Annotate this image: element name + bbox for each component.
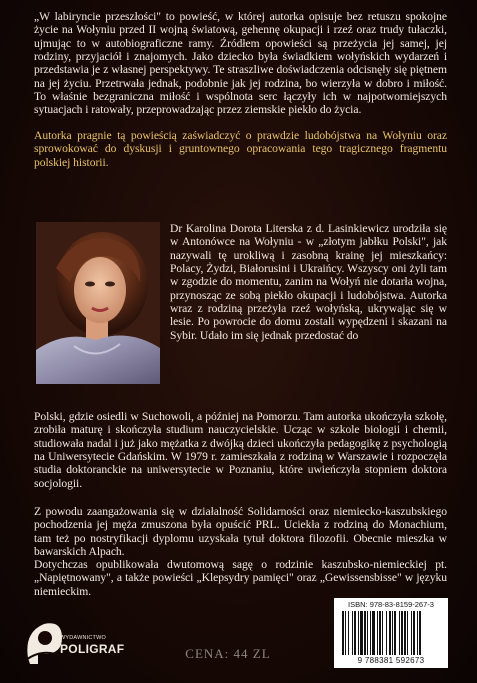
barcode-icon [342, 611, 440, 655]
author-portrait-drawing [36, 222, 160, 384]
isbn-text: ISBN: 978-83-8159-267-3 [348, 600, 434, 609]
intro-highlight-paragraph [34, 129, 447, 169]
publications-paragraph: Dotychczas opublikowała dwutomową sagę o rodzinie kaszubsko-niemieckiej pt. „Napiętnowany", a także powieści „Klepsydry pamięci" oraz „Gewissensbisse" w języku niemieckim. [34, 558, 447, 598]
author-bio-paragraph: Dr Karolina Dorota Literska z d. Lasinkiewicz urodziła się w Antonówce na Wołyniu - w „złotym jabłku Polski", jak nazywali tę urokliwą i zasobną krainę jej mieszkańcy: Polacy, Żydzi, Białorusini i Ukraińcy. Wszyscy oni żyli tam w zgodzie do momentu, zanim na Wołyń nie dotarła wojna, przynosząc ze sobą piekło okupacji i ludobójstwa. Autorka wraz z rodziną przeżyła rzeź wołyńską, ukrywając się w lesie. Po powrocie do domu zostali wypędzeni i skazani na Sybir. Udało im się jednak przedostać do [170, 222, 447, 342]
emigration-paragraph: Z powodu zaangażowania się w działalność Solidarności oraz niemiecko-kaszubskiego pochodzenia jej męża zmuszona była opuścić PRL. Uciekła z rodziną do Monachium, tam też po nostryfikacji dyplomu uzyskała tytuł doktora filozofii. Obecnie mieszka w bawarskich Alpach. [34, 505, 447, 559]
barcode-block [334, 598, 448, 668]
publisher-name: POLIGRAF [60, 642, 125, 656]
author-bio-continued: Polski, gdzie osiedli w Suchowoli, a później na Pomorzu. Tam autorka ukończyła szkołę, zrobiła maturę i skończyła studium nauczycielskie. Ucząc w szkole biologii i chemii, studiowała nadal i już jako mężatka z dwójką dzieci ukończyła pedagogikę z psychologią na Uniwersytecie Gdańskim. W 1979 r. zamieszkała z rodziną w Warszawie i rozpoczęła studia doktoranckie na uniwersytecie w Poznaniu, które uwieńczyła stopniem doktora socjologii. [34, 410, 447, 490]
author-portrait [36, 222, 160, 384]
barcode-digits: 9 788381 592673 [357, 656, 425, 665]
intro-highlight-text: Autorka pragnie tą powieścią zaświadczyć o prawdzie ludobójstwa na Wołyniu oraz sprowokować do dyskusji i gruntownego opracowania tego tragicznego fragmentu polskiej historii. [34, 129, 447, 169]
publisher-block [22, 618, 132, 668]
intro-paragraph: „W labiryncie przeszłości" to powieść, w której autorka opisuje bez retuszu spokojne życie na Wołyniu przed II wojną światową, gehennę okupacji i rzeź oraz trudy tułaczki, ujmując to w autobiograficzne ramy. Źródłem opowieści są przeżycia jej samej, jej rodziny, przyjaciół i znajomych. Jako dziecko była świadkiem wołyńskich wydarzeń i przedstawia je z własnej perspektywy. Te straszliwe doświadczenia odcisnęły się piętnem na jej życiu. Przetrwała jednak, podobnie jak jej rodzina, bo wierzyła w dobro i miłość. To właśnie bezgraniczna miłość i wspólnota serc łączyły ich w najpotworniejszych sytuacjach i ratowały, przeprowadzając przez ziemskie piekło do życia. [34, 10, 447, 117]
publisher-label: WYDAWNICTWO [60, 635, 106, 641]
price-label: CENA: 44 ZL [185, 646, 271, 661]
